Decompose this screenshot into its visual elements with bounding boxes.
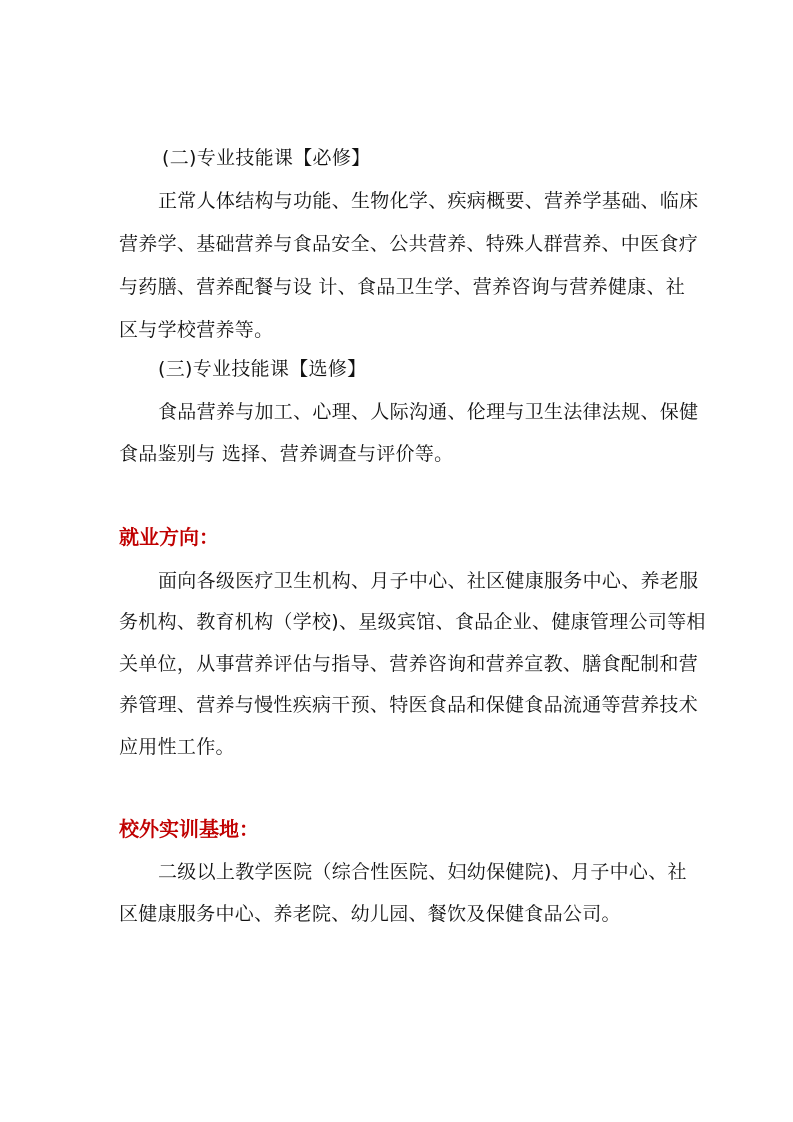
paragraph-line: 正常人体结构与功能、生物化学、疾病概要、营养学基础、临床 <box>158 190 699 212</box>
paragraph-line: 务机构、教育机构（学校)、星级宾馆、食品企业、健康管理公司等相 <box>119 611 706 633</box>
heading-training-base: 校外实训基地： <box>119 817 259 841</box>
heading-employment: 就业方向： <box>119 525 219 549</box>
paragraph-line: 食品营养与加工、心理、人际沟通、伦理与卫生法律法规、保健 <box>158 401 699 423</box>
section-title-required: (二)专业技能课【必修】 <box>162 147 371 169</box>
paragraph-line: 营养学、基础营养与食品安全、公共营养、特殊人群营养、中医食疗 <box>119 233 699 255</box>
paragraph-line: 食品鉴别与 选择、营养调查与评价等。 <box>119 443 454 465</box>
paragraph-line: 区健康服务中心、养老院、幼儿园、餐饮及保健食品公司。 <box>119 903 621 925</box>
paragraph-line: 关单位，从事营养评估与指导、营养咨询和营养宣教、膳食配制和营 <box>119 653 699 675</box>
paragraph-line: 面向各级医疗卫生机构、月子中心、社区健康服务中心、养老服 <box>158 570 699 592</box>
paragraph-line: 与药膳、营养配餐与设 计、食品卫生学、营养咨询与营养健康、社 <box>119 276 686 298</box>
section-title-elective: (三)专业技能课【选修】 <box>158 358 367 380</box>
paragraph-line: 二级以上教学医院（综合性医院、妇幼保健院)、月子中心、社 <box>158 861 687 883</box>
paragraph-line: 应用性工作。 <box>119 736 235 758</box>
paragraph-line: 区与学校营养等。 <box>119 319 274 341</box>
paragraph-line: 养管理、营养与慢性疾病干预、特医食品和保健食品流通等营养技术 <box>119 694 699 716</box>
